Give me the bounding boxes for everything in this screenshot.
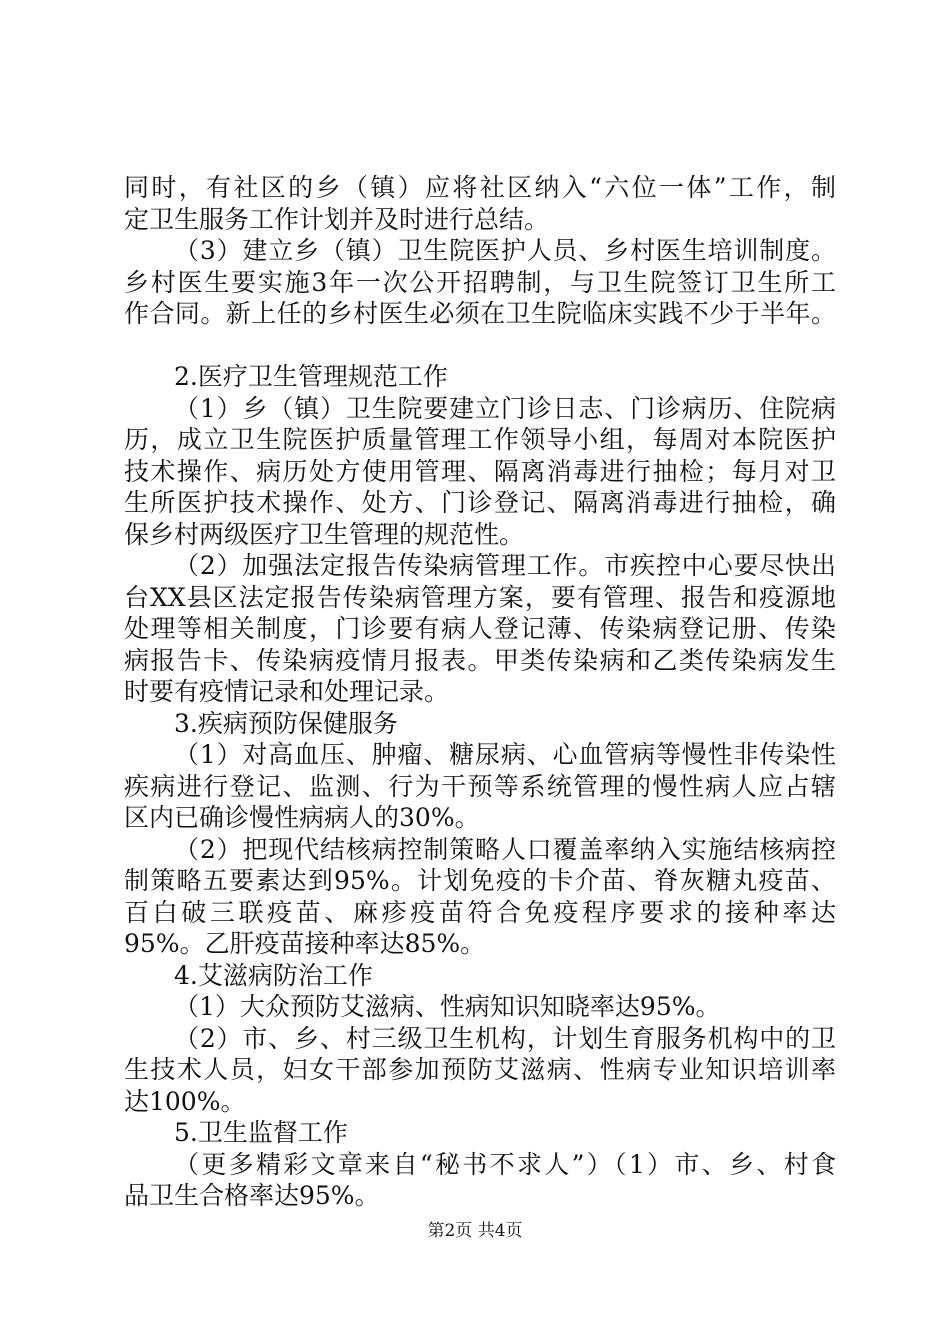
text-line: 病报告卡、传染病疫情月报表。甲类传染病和乙类传染病发生 xyxy=(124,645,836,675)
text-line: 生所医护技术操作、处方、门诊登记、隔离消毒进行抽检，确 xyxy=(124,488,836,517)
text-line: 同时，有社区的乡（镇）应将社区纳入“六位一体”工作，制 xyxy=(124,173,836,202)
text-line: 区内已确诊慢性病病人的30%。 xyxy=(124,803,480,832)
text-line: （3）建立乡（镇）卫生院医护人员、乡村医生培训制度。 xyxy=(174,236,836,265)
text-line: 4.艾滋病防治工作 xyxy=(174,960,373,990)
text-line: 生技术人员，妇女干部参加预防艾滋病、性病专业知识培训率 xyxy=(124,1055,836,1084)
text-line: 技术操作、病历处方使用管理、隔离消毒进行抽检；每月对卫 xyxy=(124,456,836,486)
text-line: 台XX县区法定报告传染病管理方案，要有管理、报告和疫源地 xyxy=(124,582,836,612)
text-line: （2）把现代结核病控制策略人口覆盖率纳入实施结核病控 xyxy=(174,834,836,864)
text-line: 疾病进行登记、监测、行为干预等系统管理的慢性病人应占辖 xyxy=(124,771,836,801)
text-line: （1）大众预防艾滋病、性病知识知晓率达95%。 xyxy=(174,992,721,1021)
text-line: 制策略五要素达到95%。计划免疫的卡介苗、脊灰糖丸疫苗、 xyxy=(124,866,836,895)
text-line: （2）加强法定报告传染病管理工作。市疾控中心要尽快出 xyxy=(174,551,836,580)
text-line: 百白破三联疫苗、麻疹疫苗符合免疫程序要求的接种率达 xyxy=(124,897,836,927)
text-line: 定卫生服务工作计划并及时进行总结。 xyxy=(124,204,550,234)
text-line: 乡村医生要实施3年一次公开招聘制，与卫生院签订卫生所工 xyxy=(124,267,836,297)
blank-line xyxy=(124,330,836,362)
text-line: 达100%。 xyxy=(124,1086,246,1116)
text-line: 处理等相关制度，门诊要有病人登记薄、传染病登记册、传染 xyxy=(124,614,836,643)
text-line: 3.疾病预防保健服务 xyxy=(174,708,398,738)
text-line: （1）乡（镇）卫生院要建立门诊日志、门诊病历、住院病 xyxy=(174,393,836,423)
text-line: 5.卫生监督工作 xyxy=(174,1118,348,1147)
text-line: 95%。乙肝疫苗接种率达85%。 xyxy=(124,929,486,958)
text-line: 2.医疗卫生管理规范工作 xyxy=(174,362,448,391)
text-line: 保乡村两级医疗卫生管理的规范性。 xyxy=(124,519,525,549)
text-line: （1）对高血压、肿瘤、糖尿病、心血管病等慢性非传染性 xyxy=(174,740,836,769)
text-line: （2）市、乡、村三级卫生机构，计划生育服务机构中的卫 xyxy=(174,1023,836,1053)
text-line: 作合同。新上任的乡村医生必须在卫生院临床实践不少于半年。 xyxy=(124,299,836,328)
text-line: 历，成立卫生院医护质量管理工作领导小组，每周对本院医护 xyxy=(124,425,836,454)
text-line: 时要有疫情记录和处理记录。 xyxy=(124,677,450,706)
text-line: 品卫生合格率达95%。 xyxy=(124,1181,380,1210)
document-body xyxy=(124,172,836,1212)
text-line: （更多精彩文章来自“秘书不求人”）（1）市、乡、村食 xyxy=(174,1149,836,1179)
page-footer: 第2页 共4页 xyxy=(427,1221,523,1241)
